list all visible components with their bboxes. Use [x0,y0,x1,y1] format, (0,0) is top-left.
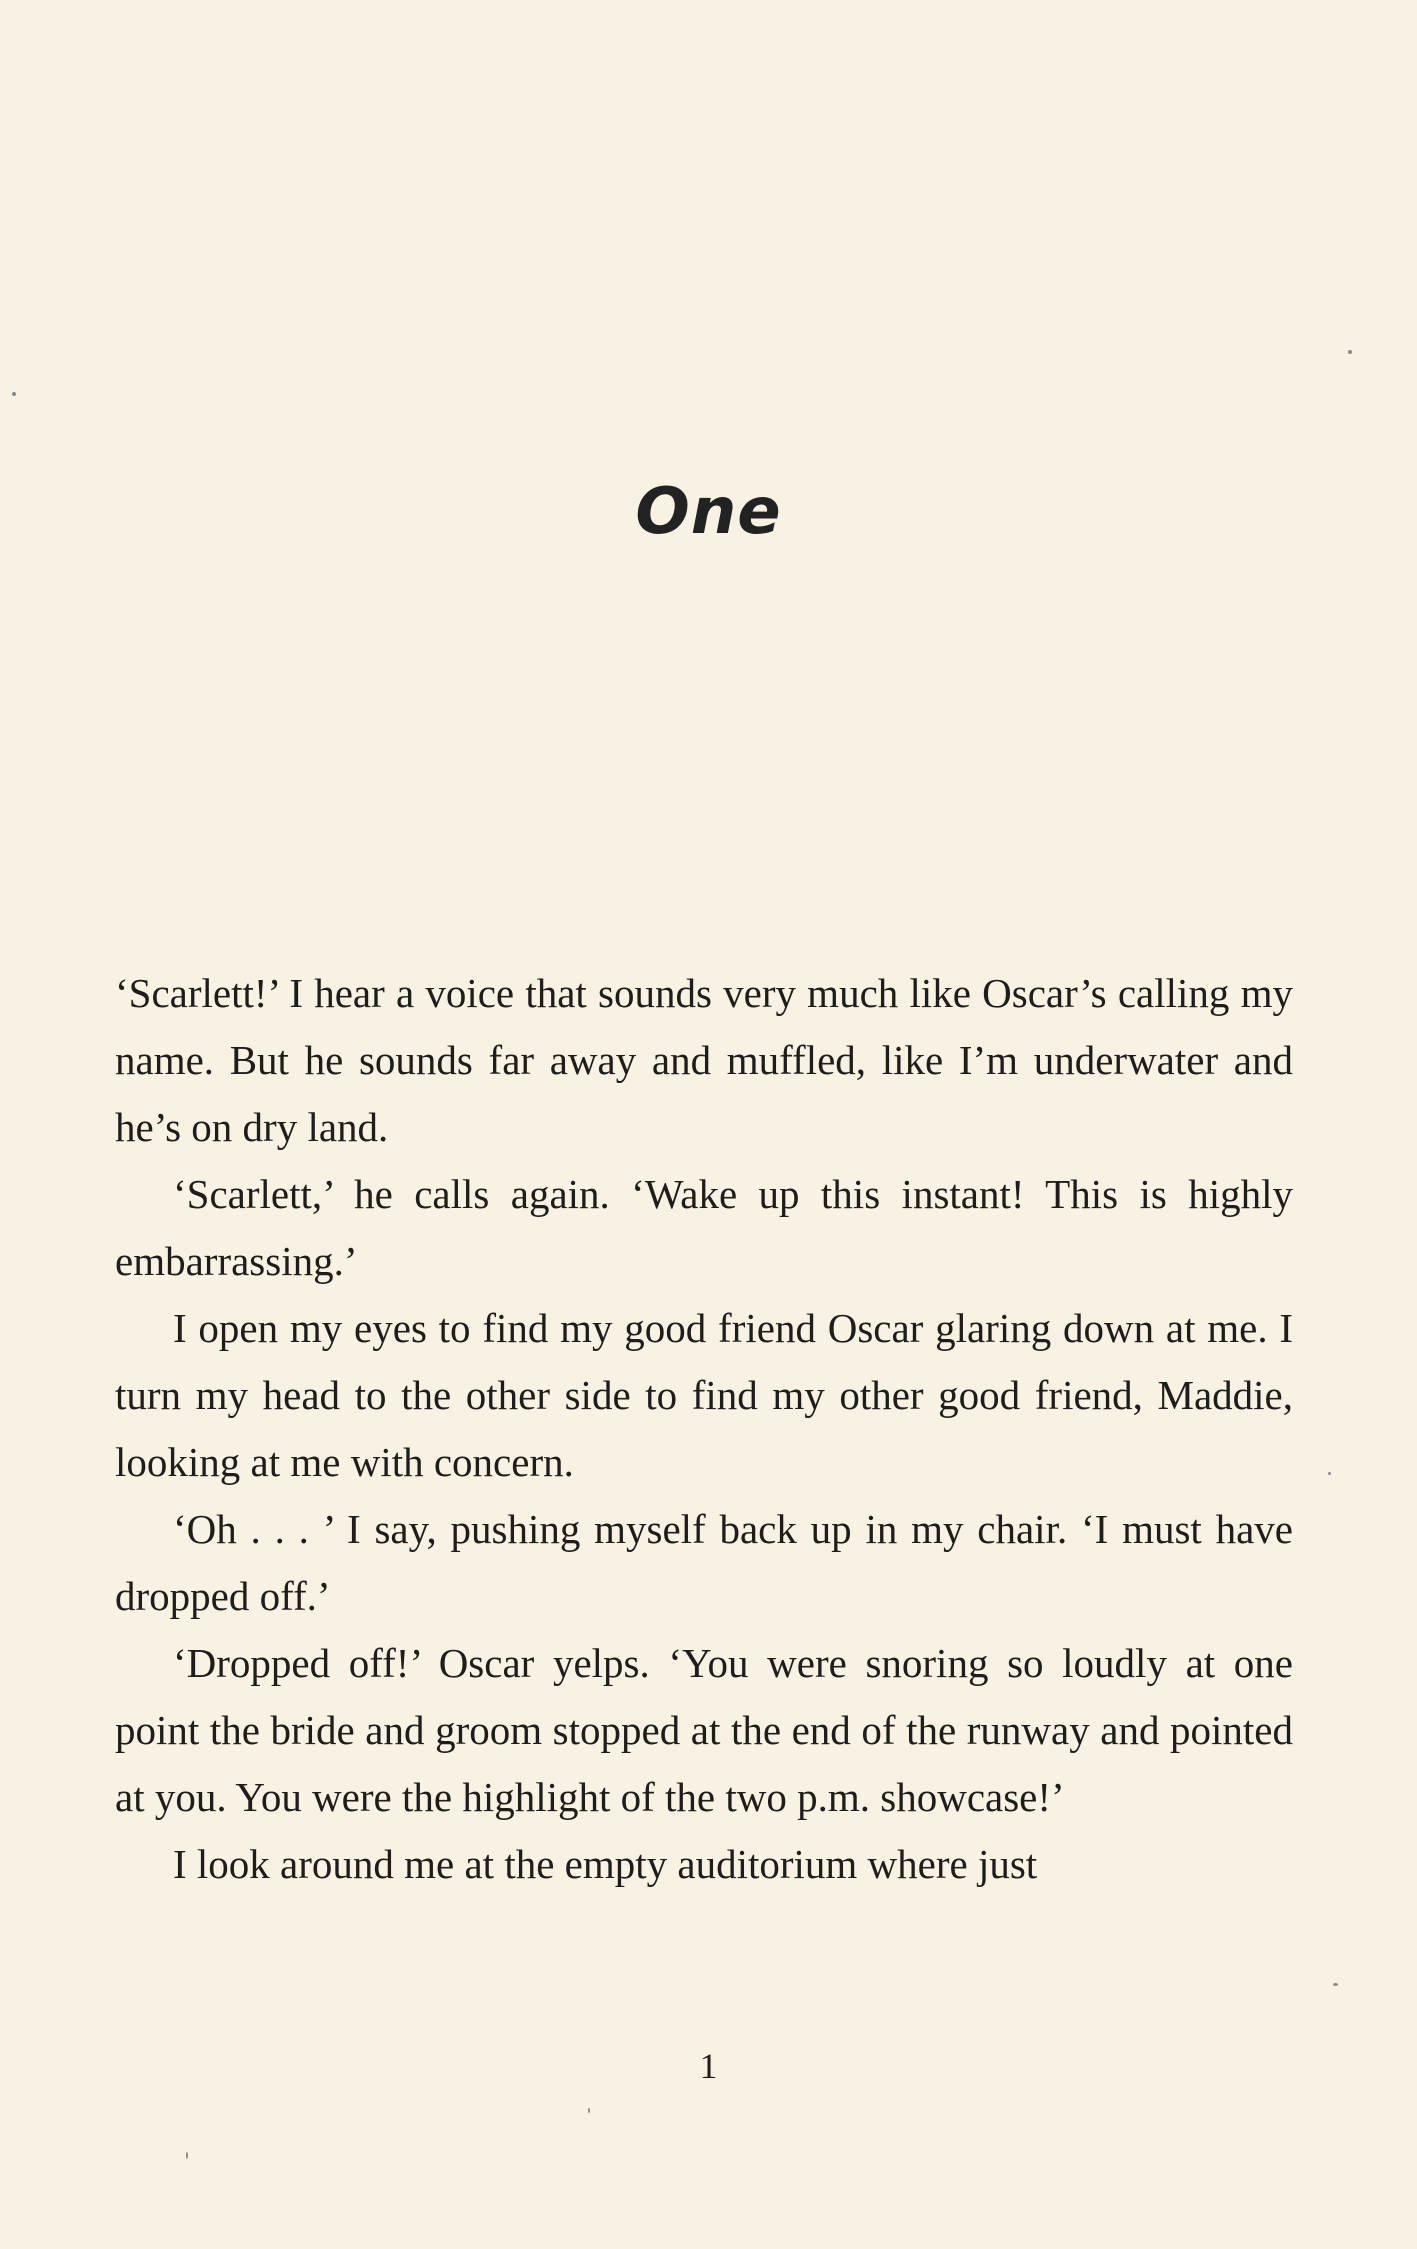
paper-speck [1328,1472,1331,1475]
paper-speck [12,392,16,396]
paragraph: ‘Scarlett!’ I hear a voice that sounds very much like Oscar’s calling my name. But he sounds far away and muffled, like I’m underwater and he’s on dry land. [115,970,1293,1150]
paragraph: I open my eyes to find my good friend Oscar glaring down at me. I turn my head to the other side to find my other good friend, Maddie, looking at me with concern. [115,1305,1293,1485]
paper-speck [1348,350,1352,354]
paragraph: I look around me at the empty auditorium where just [173,1841,1038,1887]
chapter-title: One [635,475,782,549]
paragraph: ‘Oh . . . ’ I say, pushing myself back up in my chair. ‘I must have dropped off.’ [115,1506,1293,1619]
page-number: 1 [699,2046,718,2086]
paper-speck [1333,1983,1338,1986]
chapter-body [115,960,1293,1898]
paragraph: ‘Dropped off!’ Oscar yelps. ‘You were snoring so loudly at one point the bride and groom stopped at the end of the runway and pointed at you. You were the highlight of the two p.m. showcase!’ [115,1640,1293,1820]
paper-speck [186,2152,188,2159]
paragraph: ‘Scarlett,’ he calls again. ‘Wake up this instant! This is highly embarrassing.’ [115,1171,1293,1284]
paper-speck [588,2108,590,2113]
